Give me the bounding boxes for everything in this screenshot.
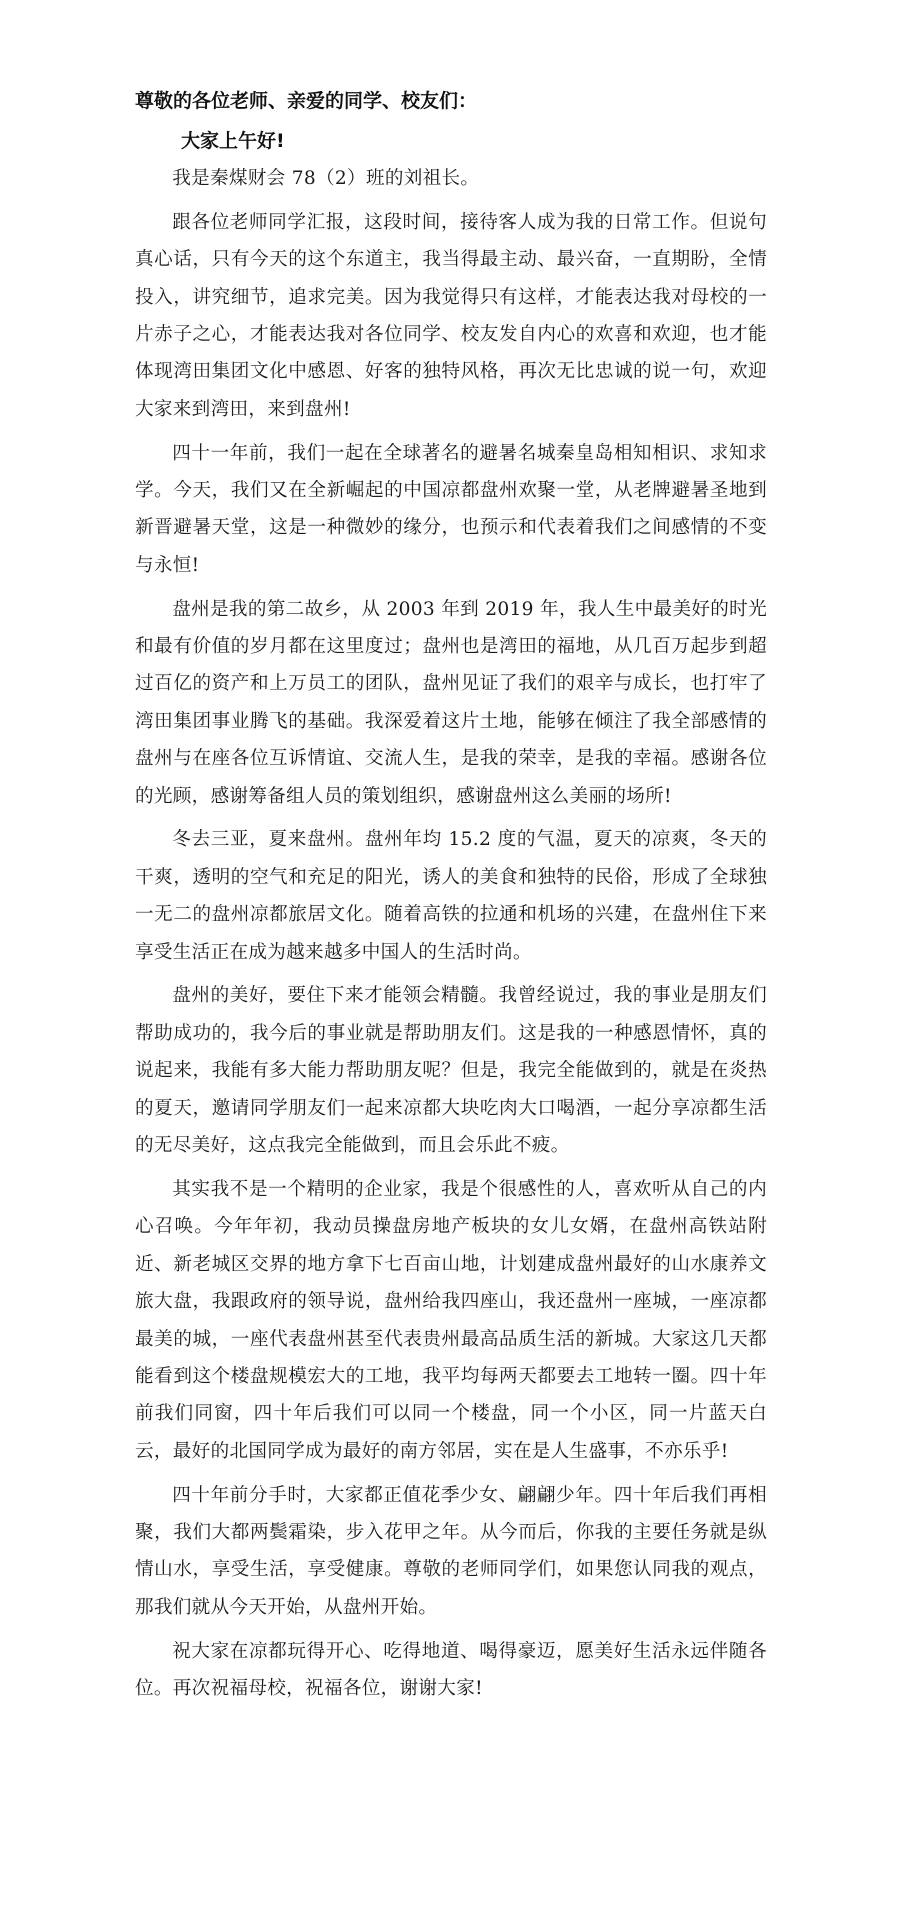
salutation-heading: 尊敬的各位老师、亲爱的同学、校友们：: [135, 90, 478, 112]
greeting-heading: 大家上午好!: [181, 130, 285, 152]
paragraph-climate: 冬去三亚，夏来盘州。盘州年均 15.2 度的气温，夏天的凉爽，冬天的干爽，透明的空气和充足的阳光，诱人的美食和独特的民俗，形成了全球独一无二的盘州凉都旅居文化。随着高铁的拉通和机场的兴建，在盘州住下来享受生活正在成为越来越多中国人的生活时尚。: [135, 829, 767, 963]
paragraph-host: 跟各位老师同学汇报，这段时间，接待客人成为我的日常工作。但说句真心话，只有今天的这个东道主，我当得最主动、最兴奋，一直期盼，全情投入，讲究细节，追求完美。因为我觉得只有这样，才能表达我对母校的一片赤子之心，才能表达我对各位同学、校友发自内心的欢喜和欢迎，也才能体现湾田集团文化中感恩、好客的独特风格，再次无比忠诚的说一句，欢迎大家来到湾田，来到盘州!: [135, 211, 767, 420]
paragraph-closing: 祝大家在凉都玩得开心、吃得地道、喝得豪迈，愿美好生活永远伴随各位。再次祝福母校，祝福各位，谢谢大家!: [135, 1640, 767, 1699]
paragraph-forty-one-years: 四十一年前，我们一起在全球著名的避暑名城秦皇岛相知相识、求知求学。今天，我们又在全新崛起的中国凉都盘州欢聚一堂，从老牌避暑圣地到新晋避暑天堂，这是一种微妙的缘分，也预示和代表着我们之间感情的不变与永恒!: [135, 442, 767, 576]
paragraph-project: 其实我不是一个精明的企业家，我是个很感性的人，喜欢听从自己的内心召唤。今年年初，我动员操盘房地产板块的女儿女婿，在盘州高铁站附近、新老城区交界的地方拿下七百亩山地，计划建成盘州最好的山水康养文旅大盘，我跟政府的领导说，盘州给我四座山，我还盘州一座城，一座凉都最美的城，一座代表盘州甚至代表贵州最高品质生活的新城。大家这几天都能看到这个楼盘规模宏大的工地，我平均每两天都要去工地转一圈。四十年前我们同窗，四十年后我们可以同一个楼盘，同一个小区，同一片蓝天白云，最好的北国同学成为最好的南方邻居，实在是人生盛事，不亦乐乎!: [135, 1178, 767, 1462]
paragraph-reunion: 四十年前分手时，大家都正值花季少女、翩翩少年。四十年后我们再相聚，我们大都两鬓霜染，步入花甲之年。从今而后，你我的主要任务就是纵情山水，享受生活，享受健康。尊敬的老师同学们，如果您认同我的观点，那我们就从今天开始，从盘州开始。: [135, 1484, 767, 1618]
paragraph-intro: 我是秦煤财会 78（2）班的刘祖长。: [172, 168, 480, 189]
paragraph-second-hometown: 盘州是我的第二故乡，从 2003 年到 2019 年，我人生中最美好的时光和最有价值的岁月都在这里度过；盘州也是湾田的福地，从几百万起步到超过百亿的资产和上万员工的团队，盘州见证了我们的艰辛与成长，也打牢了湾田集团事业腾飞的基础。我深爱着这片土地，能够在倾注了我全部感情的盘州与在座各位互诉情谊、交流人生，是我的荣幸，是我的幸福。感谢各位的光顾，感谢筹备组人员的策划组织，感谢盘州这么美丽的场所!: [135, 598, 767, 807]
paragraph-gratitude: 盘州的美好，要住下来才能领会精髓。我曾经说过，我的事业是朋友们帮助成功的，我今后的事业就是帮助朋友们。这是我的一种感恩情怀，真的说起来，我能有多大能力帮助朋友呢？但是，我完全能做到的，就是在炎热的夏天，邀请同学朋友们一起来凉都大块吃肉大口喝酒，一起分享凉都生活的无尽美好，这点我完全能做到，而且会乐此不疲。: [135, 985, 767, 1157]
speech-body: [135, 160, 767, 1714]
